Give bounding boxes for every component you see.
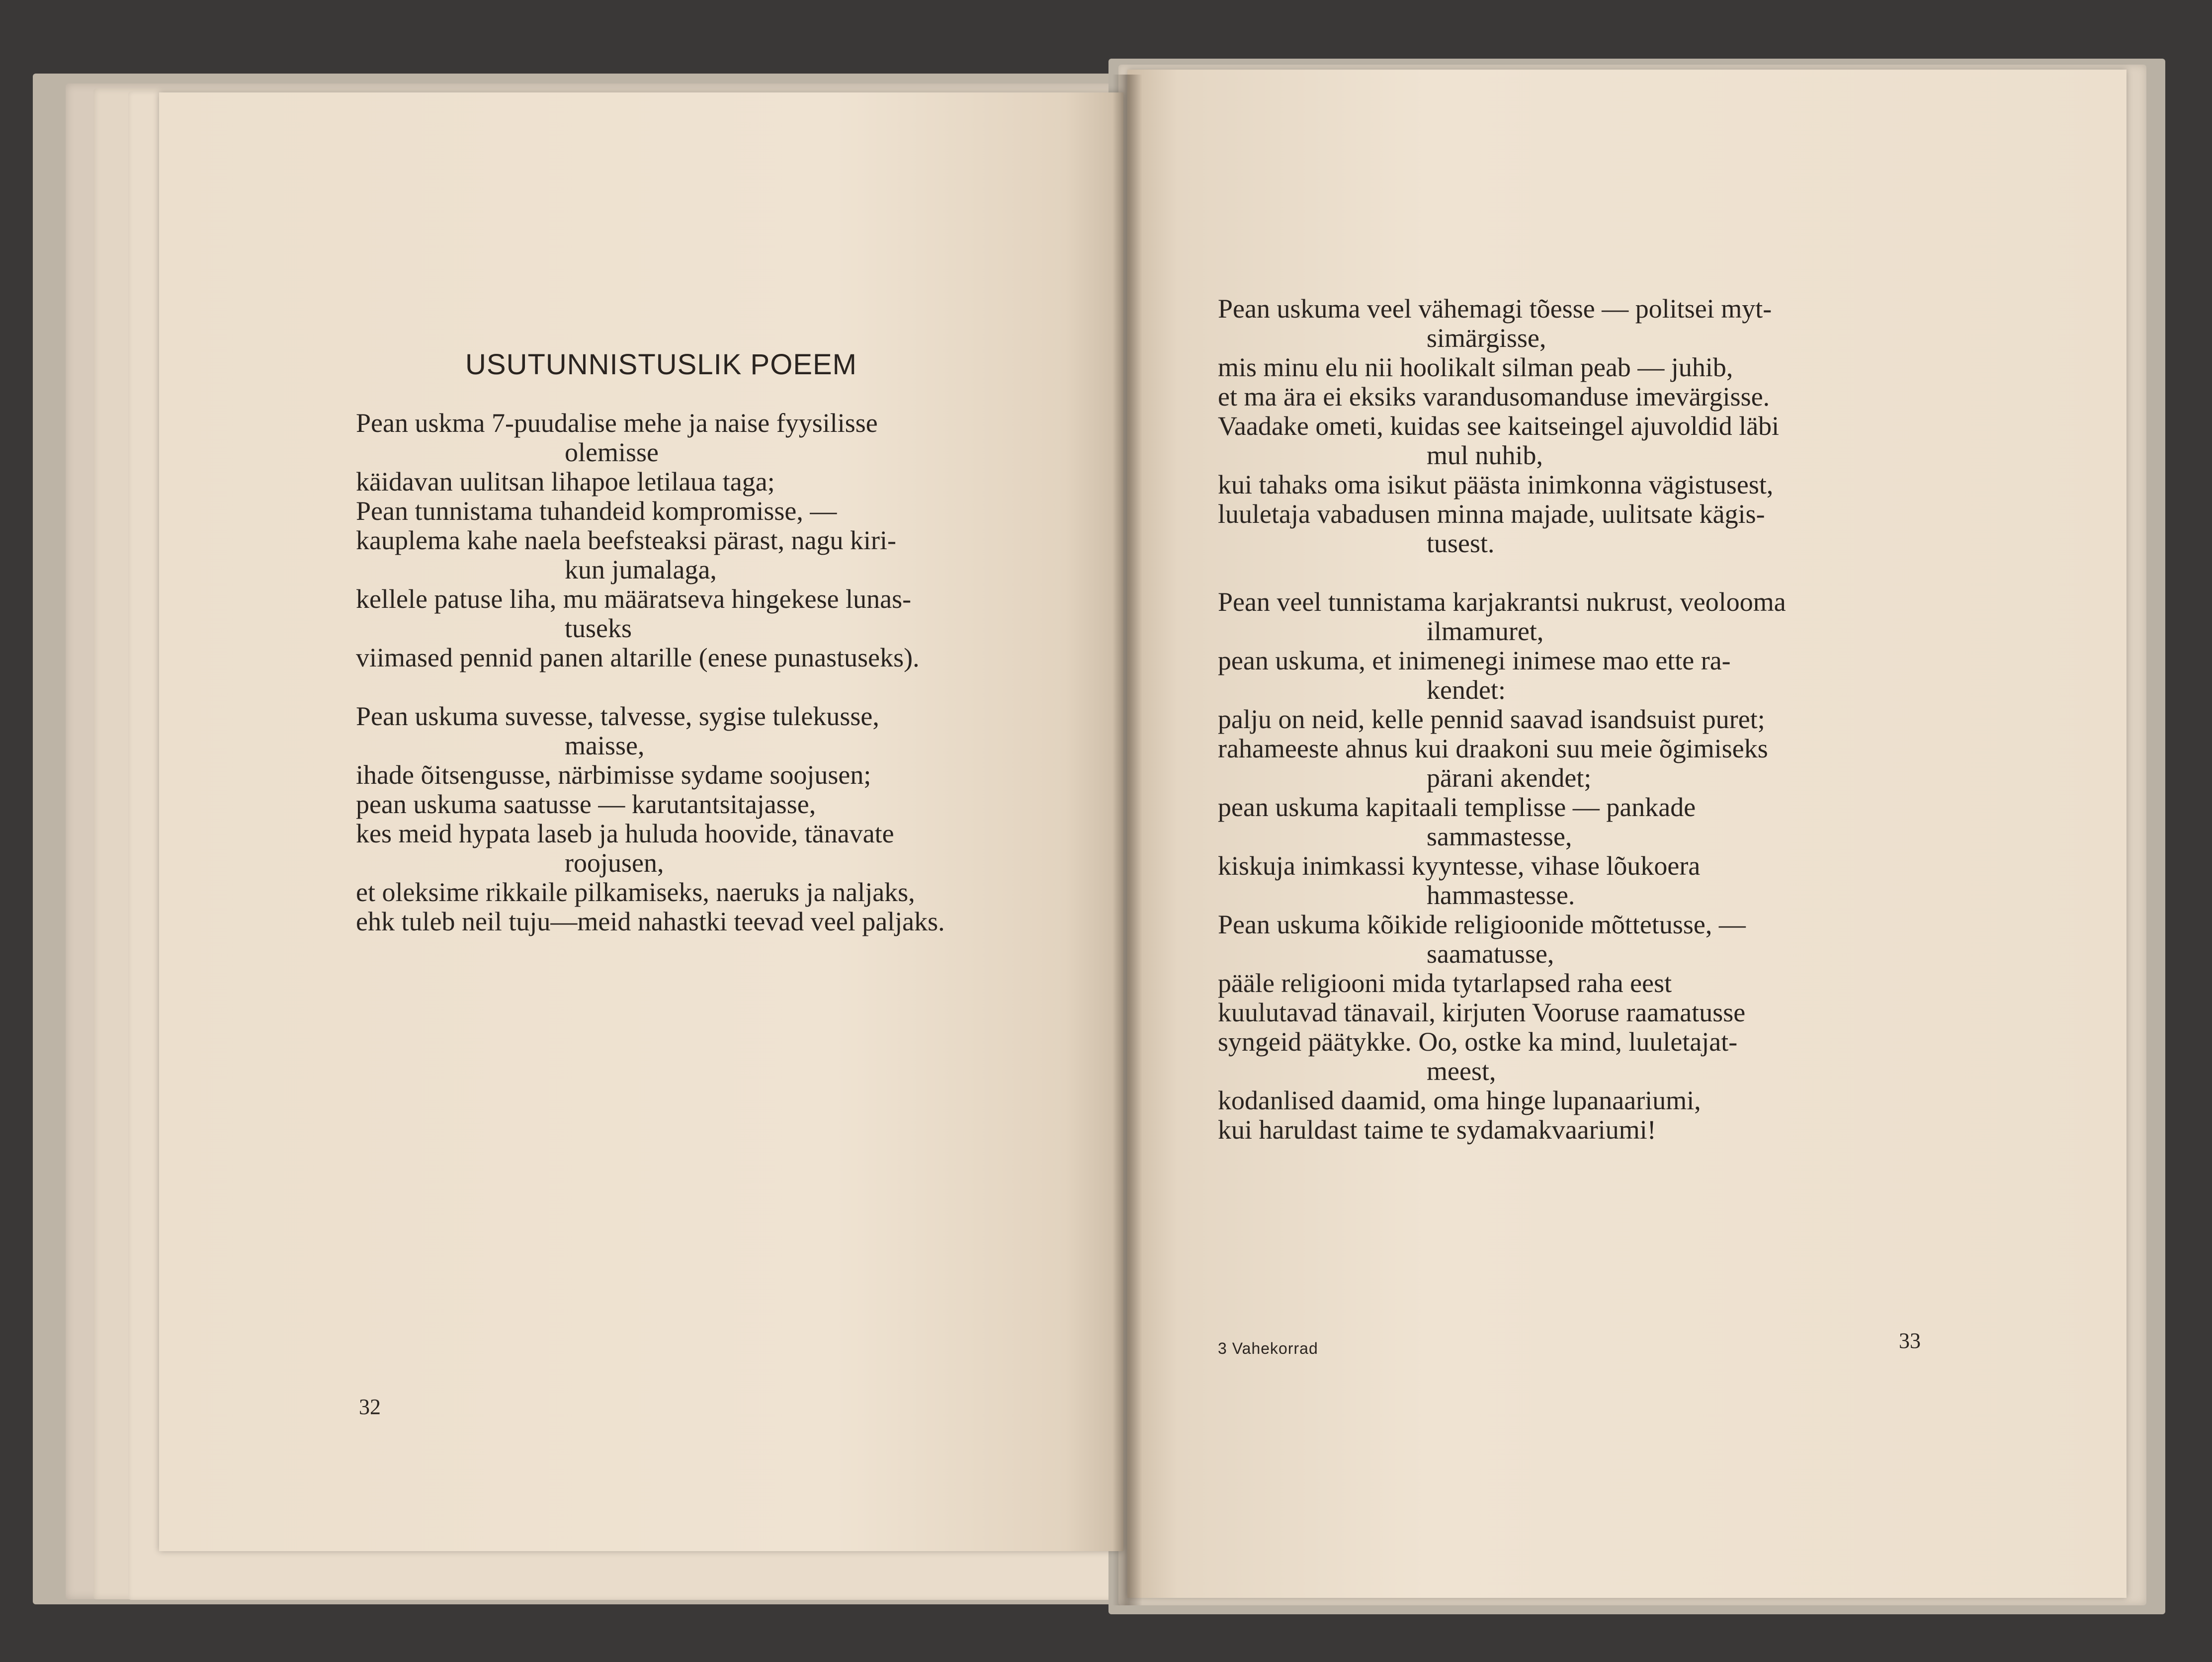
poem-line: kodanlised daamid, oma hinge lupanaariumi, (1218, 1085, 1701, 1115)
poem-line: et ma ära ei eksiks varandusomanduse imevärgisse. (1218, 382, 1770, 412)
poem-line: olemisse (565, 437, 659, 467)
poem-line: Pean uskuma kõikide religioonide mõttetusse, — (1218, 910, 1746, 939)
left-page-text (356, 409, 1072, 936)
page-number-right: 33 (1899, 1329, 1921, 1353)
poem-line: meest, (1427, 1056, 1496, 1086)
poem-line: kendet: (1427, 675, 1506, 705)
poem-title: USUTUNNISTUSLIK POEEM (465, 348, 857, 381)
poem-line: Pean uskuma suvesse, talvesse, sygise tulekusse, (356, 701, 879, 731)
poem-line: maisse, (565, 731, 645, 760)
poem-line: pean uskuma kapitaali templisse — pankade (1218, 792, 1696, 822)
poem-line: tuseks (565, 613, 632, 643)
poem-line: rahameeste ahnus kui draakoni suu meie õgimiseks (1218, 734, 1768, 763)
poem-line: Pean uskma 7-puudalise mehe ja naise fyysilisse (356, 408, 878, 438)
poem-line: palju on neid, kelle pennid saavad isandsuist puret; (1218, 704, 1765, 734)
poem-line: käidavan uulitsan lihapoe letilaua taga; (356, 467, 775, 497)
poem-line: pean uskuma, et inimenegi inimese mao ette ra- (1218, 646, 1731, 675)
poem-line: luuletaja vabadusen minna majade, uulitsate kägis- (1218, 499, 1765, 529)
poem-line: saamatusse, (1427, 939, 1554, 969)
poem-line: pääle religiooni mida tytarlapsed raha eest (1218, 968, 1672, 998)
poem-line: kellele patuse liha, mu määratseva hingekese lunas- (356, 584, 912, 614)
poem-line: tusest. (1427, 528, 1495, 558)
stanza-gap (356, 672, 1072, 702)
poem-line: simärgisse, (1427, 323, 1546, 353)
poem-line: ilmamuret, (1427, 616, 1544, 646)
poem-line: kui tahaks oma isikut päästa inimkonna vägistusest, (1218, 470, 1774, 499)
poem-line: ehk tuleb neil tuju—meid nahastki teevad veel paljaks. (356, 907, 945, 936)
poem-line: mul nuhib, (1427, 440, 1543, 470)
poem-line: viimased pennid panen altarille (enese punastuseks). (356, 643, 920, 672)
poem-line: hammastesse. (1427, 880, 1575, 910)
poem-line: syngeid päätykke. Oo, ostke ka mind, luuletajat- (1218, 1027, 1738, 1057)
book-gutter (1112, 75, 1142, 1605)
stanza-gap (1218, 558, 1934, 587)
poem-line: mis minu elu nii hoolikalt silman peab — juhib, (1218, 352, 1733, 382)
poem-line: kui haruldast taime te sydamakvaariumi! (1218, 1115, 1656, 1145)
poem-line: Pean uskuma veel vähemagi tõesse — politsei myt- (1218, 294, 1772, 324)
poem-line: kun jumalaga, (565, 555, 717, 584)
poem-line: Vaadake ometi, kuidas see kaitseingel ajuvoldid läbi (1218, 411, 1780, 441)
page-number-left: 32 (359, 1395, 381, 1419)
poem-line: ihade õitsengusse, närbimisse sydame soojusen; (356, 760, 871, 790)
poem-line: sammastesse, (1427, 822, 1572, 851)
poem-line: roojusen, (565, 848, 664, 878)
poem-line: kuulutavad tänavail, kirjuten Vooruse raamatusse (1218, 997, 1746, 1027)
right-page-text (1218, 294, 1934, 1145)
poem-line: kes meid hypata laseb ja huluda hoovide, tänavate (356, 819, 894, 848)
poem-line: kiskuja inimkassi kyyntesse, vihase lõukoera (1218, 851, 1701, 881)
poem-line: pean uskuma saatusse — karutantsitajasse, (356, 789, 816, 819)
poem-line: et oleksime rikkaile pilkamiseks, naeruks ja naljaks, (356, 877, 915, 907)
poem-line: pärani akendet; (1427, 763, 1592, 793)
poem-line: Pean tunnistama tuhandeid kompromisse, — (356, 496, 837, 526)
poem-line: kauplema kahe naela beefsteaksi pärast, nagu kiri- (356, 525, 897, 555)
poem-line: Pean veel tunnistama karjakrantsi nukrust, veolooma (1218, 587, 1786, 617)
signature-mark: 3 Vahekorrad (1218, 1339, 1318, 1357)
